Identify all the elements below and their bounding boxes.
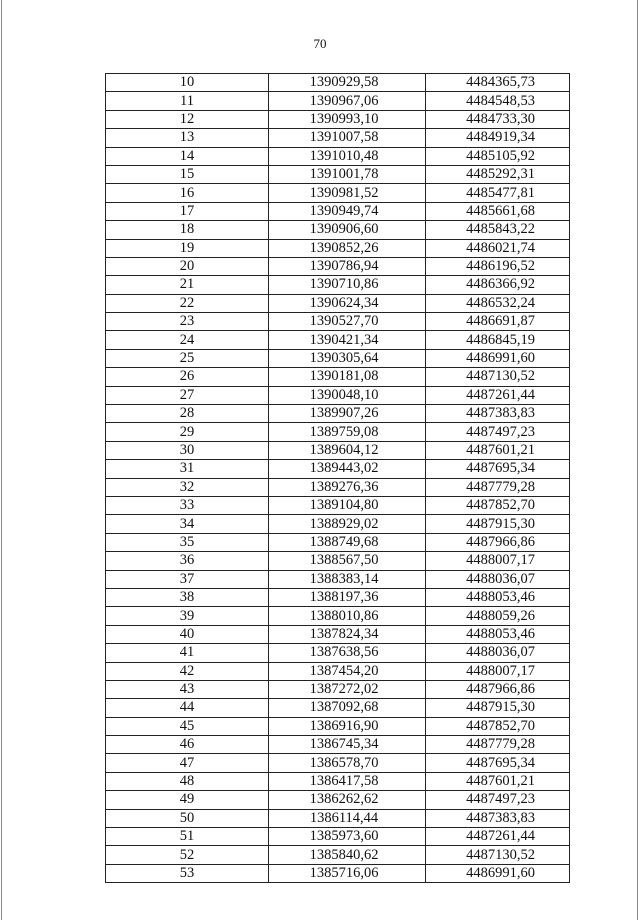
table-row bbox=[106, 165, 570, 183]
table-row bbox=[106, 92, 570, 110]
point-number-cell: 28 bbox=[106, 405, 269, 423]
y-coordinate-cell: 4485477,81 bbox=[426, 184, 570, 202]
point-number-cell: 25 bbox=[106, 349, 269, 367]
x-coordinate-cell: 1390906,60 bbox=[269, 221, 426, 239]
x-coordinate-cell: 1386916,90 bbox=[269, 717, 426, 735]
point-number-cell: 15 bbox=[106, 165, 269, 183]
table-row bbox=[106, 515, 570, 533]
table-row bbox=[106, 349, 570, 367]
x-coordinate-cell: 1388010,86 bbox=[269, 607, 426, 625]
x-coordinate-cell: 1386262,62 bbox=[269, 791, 426, 809]
table-row bbox=[106, 717, 570, 735]
y-coordinate-cell: 4487130,52 bbox=[426, 368, 570, 386]
table-row bbox=[106, 736, 570, 754]
y-coordinate-cell: 4487261,44 bbox=[426, 828, 570, 846]
table-row bbox=[106, 74, 570, 92]
point-number-cell: 24 bbox=[106, 331, 269, 349]
point-number-cell: 47 bbox=[106, 754, 269, 772]
point-number-cell: 21 bbox=[106, 276, 269, 294]
y-coordinate-cell: 4486021,74 bbox=[426, 239, 570, 257]
table-row bbox=[106, 294, 570, 312]
point-number-cell: 26 bbox=[106, 368, 269, 386]
y-coordinate-cell: 4487852,70 bbox=[426, 717, 570, 735]
point-number-cell: 19 bbox=[106, 239, 269, 257]
x-coordinate-cell: 1388197,36 bbox=[269, 588, 426, 606]
x-coordinate-cell: 1390181,08 bbox=[269, 368, 426, 386]
point-number-cell: 23 bbox=[106, 313, 269, 331]
point-number-cell: 37 bbox=[106, 570, 269, 588]
table-row bbox=[106, 607, 570, 625]
y-coordinate-cell: 4488007,17 bbox=[426, 552, 570, 570]
point-number-cell: 27 bbox=[106, 386, 269, 404]
x-coordinate-cell: 1389907,26 bbox=[269, 405, 426, 423]
y-coordinate-cell: 4486991,60 bbox=[426, 864, 570, 882]
y-coordinate-cell: 4484365,73 bbox=[426, 74, 570, 92]
table-row bbox=[106, 276, 570, 294]
table-row bbox=[106, 331, 570, 349]
table-row bbox=[106, 754, 570, 772]
table-row bbox=[106, 405, 570, 423]
point-number-cell: 32 bbox=[106, 478, 269, 496]
y-coordinate-cell: 4486691,87 bbox=[426, 313, 570, 331]
y-coordinate-cell: 4486991,60 bbox=[426, 349, 570, 367]
table-row bbox=[106, 552, 570, 570]
y-coordinate-cell: 4485105,92 bbox=[426, 147, 570, 165]
point-number-cell: 44 bbox=[106, 699, 269, 717]
y-coordinate-cell: 4488053,46 bbox=[426, 588, 570, 606]
x-coordinate-cell: 1390305,64 bbox=[269, 349, 426, 367]
x-coordinate-cell: 1386114,44 bbox=[269, 809, 426, 827]
y-coordinate-cell: 4487779,28 bbox=[426, 478, 570, 496]
x-coordinate-cell: 1390527,70 bbox=[269, 313, 426, 331]
x-coordinate-cell: 1389759,08 bbox=[269, 423, 426, 441]
y-coordinate-cell: 4487852,70 bbox=[426, 496, 570, 514]
x-coordinate-cell: 1387454,20 bbox=[269, 662, 426, 680]
point-number-cell: 43 bbox=[106, 680, 269, 698]
x-coordinate-cell: 1390929,58 bbox=[269, 74, 426, 92]
table-row bbox=[106, 588, 570, 606]
y-coordinate-cell: 4487601,21 bbox=[426, 772, 570, 790]
x-coordinate-cell: 1386578,70 bbox=[269, 754, 426, 772]
x-coordinate-cell: 1387272,02 bbox=[269, 680, 426, 698]
table-row bbox=[106, 460, 570, 478]
x-coordinate-cell: 1389276,36 bbox=[269, 478, 426, 496]
y-coordinate-cell: 4487601,21 bbox=[426, 441, 570, 459]
table-row bbox=[106, 846, 570, 864]
x-coordinate-cell: 1385840,62 bbox=[269, 846, 426, 864]
y-coordinate-cell: 4486532,24 bbox=[426, 294, 570, 312]
y-coordinate-cell: 4484919,34 bbox=[426, 129, 570, 147]
y-coordinate-cell: 4487497,23 bbox=[426, 791, 570, 809]
y-coordinate-cell: 4487695,34 bbox=[426, 754, 570, 772]
coordinates-table-body bbox=[106, 74, 570, 883]
y-coordinate-cell: 4488059,26 bbox=[426, 607, 570, 625]
x-coordinate-cell: 1387092,68 bbox=[269, 699, 426, 717]
point-number-cell: 13 bbox=[106, 129, 269, 147]
table-row bbox=[106, 147, 570, 165]
y-coordinate-cell: 4486196,52 bbox=[426, 257, 570, 275]
y-coordinate-cell: 4486366,92 bbox=[426, 276, 570, 294]
x-coordinate-cell: 1391010,48 bbox=[269, 147, 426, 165]
table-row bbox=[106, 864, 570, 882]
x-coordinate-cell: 1390981,52 bbox=[269, 184, 426, 202]
point-number-cell: 51 bbox=[106, 828, 269, 846]
table-row bbox=[106, 184, 570, 202]
y-coordinate-cell: 4488036,07 bbox=[426, 570, 570, 588]
point-number-cell: 16 bbox=[106, 184, 269, 202]
x-coordinate-cell: 1390786,94 bbox=[269, 257, 426, 275]
point-number-cell: 22 bbox=[106, 294, 269, 312]
point-number-cell: 31 bbox=[106, 460, 269, 478]
point-number-cell: 36 bbox=[106, 552, 269, 570]
y-coordinate-cell: 4487261,44 bbox=[426, 386, 570, 404]
point-number-cell: 52 bbox=[106, 846, 269, 864]
y-coordinate-cell: 4487779,28 bbox=[426, 736, 570, 754]
table-row bbox=[106, 368, 570, 386]
table-row bbox=[106, 662, 570, 680]
point-number-cell: 17 bbox=[106, 202, 269, 220]
x-coordinate-cell: 1390852,26 bbox=[269, 239, 426, 257]
y-coordinate-cell: 4487497,23 bbox=[426, 423, 570, 441]
y-coordinate-cell: 4487966,86 bbox=[426, 680, 570, 698]
coordinates-table bbox=[105, 73, 570, 883]
y-coordinate-cell: 4488007,17 bbox=[426, 662, 570, 680]
x-coordinate-cell: 1390967,06 bbox=[269, 92, 426, 110]
x-coordinate-cell: 1389604,12 bbox=[269, 441, 426, 459]
table-row bbox=[106, 791, 570, 809]
y-coordinate-cell: 4485292,31 bbox=[426, 165, 570, 183]
table-row bbox=[106, 680, 570, 698]
point-number-cell: 49 bbox=[106, 791, 269, 809]
x-coordinate-cell: 1388749,68 bbox=[269, 533, 426, 551]
table-row bbox=[106, 625, 570, 643]
y-coordinate-cell: 4488053,46 bbox=[426, 625, 570, 643]
table-row bbox=[106, 644, 570, 662]
table-row bbox=[106, 129, 570, 147]
table-row bbox=[106, 257, 570, 275]
table-row bbox=[106, 239, 570, 257]
point-number-cell: 29 bbox=[106, 423, 269, 441]
point-number-cell: 48 bbox=[106, 772, 269, 790]
x-coordinate-cell: 1389104,80 bbox=[269, 496, 426, 514]
x-coordinate-cell: 1386417,58 bbox=[269, 772, 426, 790]
point-number-cell: 12 bbox=[106, 110, 269, 128]
x-coordinate-cell: 1391001,78 bbox=[269, 165, 426, 183]
x-coordinate-cell: 1387638,56 bbox=[269, 644, 426, 662]
table-row bbox=[106, 441, 570, 459]
table-row bbox=[106, 828, 570, 846]
y-coordinate-cell: 4487915,30 bbox=[426, 515, 570, 533]
table-row bbox=[106, 221, 570, 239]
point-number-cell: 46 bbox=[106, 736, 269, 754]
page-number: 70 bbox=[313, 36, 327, 51]
table-row bbox=[106, 478, 570, 496]
point-number-cell: 38 bbox=[106, 588, 269, 606]
table-row bbox=[106, 202, 570, 220]
table-row bbox=[106, 423, 570, 441]
y-coordinate-cell: 4487915,30 bbox=[426, 699, 570, 717]
table-row bbox=[106, 533, 570, 551]
point-number-cell: 42 bbox=[106, 662, 269, 680]
point-number-cell: 18 bbox=[106, 221, 269, 239]
scan-right-edge bbox=[637, 0, 638, 920]
x-coordinate-cell: 1390949,74 bbox=[269, 202, 426, 220]
x-coordinate-cell: 1388567,50 bbox=[269, 552, 426, 570]
x-coordinate-cell: 1390421,34 bbox=[269, 331, 426, 349]
x-coordinate-cell: 1390710,86 bbox=[269, 276, 426, 294]
point-number-cell: 35 bbox=[106, 533, 269, 551]
x-coordinate-cell: 1388929,02 bbox=[269, 515, 426, 533]
table-row bbox=[106, 809, 570, 827]
point-number-cell: 50 bbox=[106, 809, 269, 827]
y-coordinate-cell: 4487383,83 bbox=[426, 405, 570, 423]
point-number-cell: 41 bbox=[106, 644, 269, 662]
point-number-cell: 20 bbox=[106, 257, 269, 275]
point-number-cell: 14 bbox=[106, 147, 269, 165]
y-coordinate-cell: 4485843,22 bbox=[426, 221, 570, 239]
point-number-cell: 11 bbox=[106, 92, 269, 110]
table-row bbox=[106, 496, 570, 514]
table-row bbox=[106, 386, 570, 404]
x-coordinate-cell: 1390048,10 bbox=[269, 386, 426, 404]
table-row bbox=[106, 570, 570, 588]
x-coordinate-cell: 1387824,34 bbox=[269, 625, 426, 643]
y-coordinate-cell: 4488036,07 bbox=[426, 644, 570, 662]
y-coordinate-cell: 4485661,68 bbox=[426, 202, 570, 220]
x-coordinate-cell: 1391007,58 bbox=[269, 129, 426, 147]
point-number-cell: 10 bbox=[106, 74, 269, 92]
y-coordinate-cell: 4484548,53 bbox=[426, 92, 570, 110]
y-coordinate-cell: 4487695,34 bbox=[426, 460, 570, 478]
scan-left-edge bbox=[1, 0, 2, 920]
x-coordinate-cell: 1389443,02 bbox=[269, 460, 426, 478]
y-coordinate-cell: 4487130,52 bbox=[426, 846, 570, 864]
table-row bbox=[106, 699, 570, 717]
x-coordinate-cell: 1385973,60 bbox=[269, 828, 426, 846]
point-number-cell: 30 bbox=[106, 441, 269, 459]
table-row bbox=[106, 313, 570, 331]
x-coordinate-cell: 1390993,10 bbox=[269, 110, 426, 128]
x-coordinate-cell: 1386745,34 bbox=[269, 736, 426, 754]
y-coordinate-cell: 4486845,19 bbox=[426, 331, 570, 349]
x-coordinate-cell: 1390624,34 bbox=[269, 294, 426, 312]
point-number-cell: 40 bbox=[106, 625, 269, 643]
point-number-cell: 53 bbox=[106, 864, 269, 882]
y-coordinate-cell: 4487383,83 bbox=[426, 809, 570, 827]
x-coordinate-cell: 1388383,14 bbox=[269, 570, 426, 588]
point-number-cell: 39 bbox=[106, 607, 269, 625]
point-number-cell: 34 bbox=[106, 515, 269, 533]
point-number-cell: 45 bbox=[106, 717, 269, 735]
y-coordinate-cell: 4484733,30 bbox=[426, 110, 570, 128]
point-number-cell: 33 bbox=[106, 496, 269, 514]
table-row bbox=[106, 772, 570, 790]
table-row bbox=[106, 110, 570, 128]
y-coordinate-cell: 4487966,86 bbox=[426, 533, 570, 551]
x-coordinate-cell: 1385716,06 bbox=[269, 864, 426, 882]
